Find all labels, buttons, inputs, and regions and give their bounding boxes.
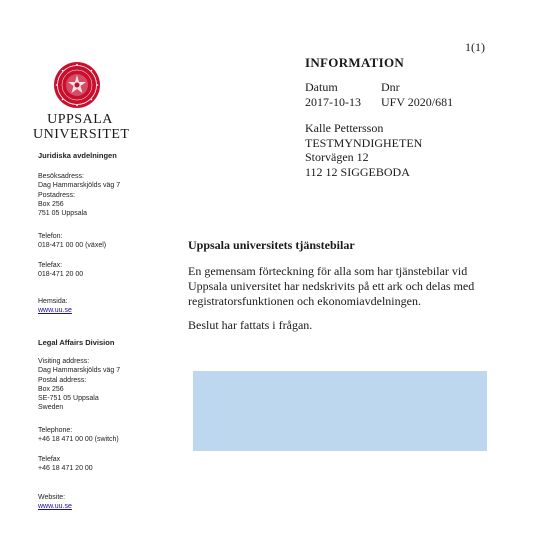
phone-value-sv: 018-471 00 00 (växel) — [38, 242, 107, 250]
sidebar-phone-en — [38, 426, 119, 445]
post-city-en: SE-751 05 Uppsala — [38, 395, 99, 403]
recipient-organization: TESTMYNDIGHETEN — [305, 135, 423, 150]
fax-value-sv: 018-471 20 00 — [38, 271, 84, 279]
post-box-sv: Box 256 — [38, 200, 64, 208]
uppsala-university-seal-icon — [52, 60, 102, 110]
department-name-sv: Juridiska avdelningen — [38, 151, 117, 160]
sidebar-department-en — [38, 338, 114, 347]
sidebar-fax-en — [38, 455, 93, 474]
date-value: 2017-10-13 — [305, 95, 361, 109]
department-name-en: Legal Affairs Division — [38, 338, 115, 347]
visit-label-sv: Besöksadress: — [38, 173, 84, 180]
document-title: Uppsala universitets tjänstebilar — [188, 238, 355, 252]
wordmark-line-2: UNIVERSITET — [33, 127, 130, 142]
sidebar-phone-sv — [38, 232, 106, 251]
post-box-en: Box 256 — [38, 385, 64, 393]
recipient-address — [305, 121, 422, 179]
university-wordmark — [33, 112, 130, 142]
sidebar-fax-sv — [38, 261, 83, 280]
website-link-en[interactable]: www.uu.se — [38, 503, 72, 511]
post-label-en: Postal address: — [38, 376, 87, 384]
highlight-box — [193, 371, 487, 451]
reference-field — [381, 80, 453, 110]
recipient-name: Kalle Pettersson — [305, 121, 384, 135]
body-paragraph-1: En gemensam förteckning för alla som har tjänstebilar vid Uppsala universitet har nedskrivits på ett ark och delas med registratorsfunktionen och ekonomiavdelningen. — [188, 264, 475, 308]
web-label-en: Website: — [38, 494, 66, 501]
phone-label-sv: Telefon: — [38, 233, 63, 240]
sidebar-web-sv — [38, 297, 72, 316]
visit-street-sv: Dag Hammarskjölds väg 7 — [38, 182, 121, 190]
reference-value: UFV 2020/681 — [381, 95, 454, 109]
fax-label-en: Telefax — [38, 456, 61, 463]
wordmark-line-1: UPPSALA — [47, 112, 113, 127]
sidebar-web-en — [38, 493, 72, 512]
fax-value-en: +46 18 471 20 00 — [38, 465, 93, 473]
phone-value-en: +46 18 471 00 00 (switch) — [38, 436, 119, 444]
fax-label-sv: Telefax: — [38, 262, 63, 269]
sidebar-address-sv — [38, 172, 120, 218]
post-label-sv: Postadress: — [38, 191, 75, 199]
post-city-sv: 751 05 Uppsala — [38, 210, 88, 218]
sidebar-department-sv — [38, 151, 117, 160]
visit-street-en: Dag Hammarskjölds väg 7 — [38, 367, 121, 375]
recipient-postal: 112 12 SIGGEBODA — [305, 164, 410, 179]
body-paragraph-2: Beslut har fattats i frågan. — [188, 318, 313, 332]
country-en: Sweden — [38, 404, 64, 412]
sidebar-address-en — [38, 357, 120, 413]
date-label: Datum — [305, 80, 338, 94]
recipient-street: Storvägen 12 — [305, 150, 369, 164]
page-number: 1(1) — [465, 40, 485, 54]
document-type: INFORMATION — [305, 55, 405, 70]
date-field — [305, 80, 361, 110]
phone-label-en: Telephone: — [38, 427, 73, 434]
visit-label-en: Visiting address: — [38, 358, 90, 365]
website-link-sv[interactable]: www.uu.se — [38, 307, 72, 315]
web-label-sv: Hemsida: — [38, 298, 68, 305]
reference-label: Dnr — [381, 80, 400, 94]
